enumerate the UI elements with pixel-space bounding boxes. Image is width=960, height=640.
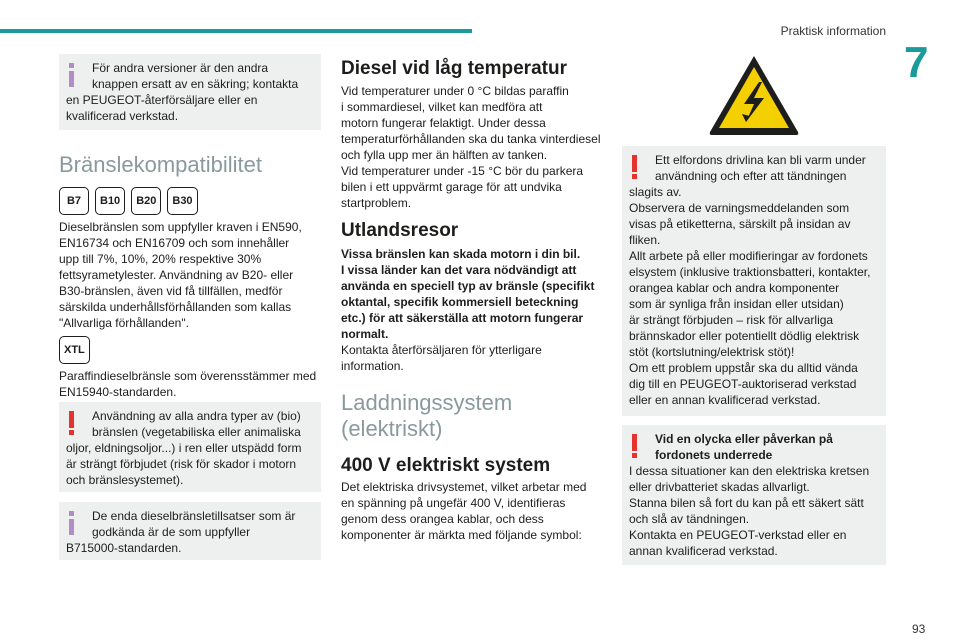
text-line: godkända är de som uppfyller xyxy=(92,525,251,539)
text-line: De enda dieselbränsletillsatser som är xyxy=(92,509,296,523)
info-icon xyxy=(69,511,74,535)
text-line: B715000-standarden. xyxy=(66,541,182,555)
text-line: elsystem (inklusive traktionsbatteri, kontakter, xyxy=(629,265,871,279)
text-line: "Allvarliga förhållanden". xyxy=(59,316,189,330)
header-title: Praktisk information xyxy=(780,24,886,38)
text-line: För andra versioner är den andra xyxy=(92,61,269,75)
text-line: Användning av alla andra typer av (bio) xyxy=(92,409,301,423)
text-line: fliken. xyxy=(629,233,661,247)
text-line: användning och efter att tändningen xyxy=(655,169,847,183)
text-line: en spänning på ungefär 400 V, identifieras xyxy=(341,496,566,510)
text-line: komponenter är märkta med följande symbol: xyxy=(341,528,582,542)
text-line: eller drivbatteriet skadas allvarligt. xyxy=(629,480,810,494)
info-box-versions xyxy=(59,54,321,130)
text-line: oljor, eldningsoljor...) i ren eller utspädd form xyxy=(66,441,302,455)
warning-box-electric xyxy=(622,146,886,416)
info-box-additives xyxy=(59,502,321,560)
warning-icon xyxy=(632,155,637,179)
text-line: normalt. xyxy=(341,327,389,341)
text-line: Dieselbränslen som uppfyller kraven i EN590, xyxy=(59,220,302,234)
text-line: Paraffindieselbränsle som överensstämmer med xyxy=(59,369,317,383)
text-line: upp till 7%, 10%, 20% respektive 30% xyxy=(59,252,262,266)
text-line: orangea kablar och andra komponenter xyxy=(629,281,840,295)
text-line: temperaturförhållanden ska du tanka vinterdiesel xyxy=(341,132,601,146)
v400-text xyxy=(341,479,611,543)
heading-line: Laddningssystem xyxy=(341,390,513,415)
warning-icon xyxy=(632,434,637,458)
text-line: EN16734 och EN16709 och som innehåller xyxy=(59,236,290,250)
text-line: Stanna bilen så fort du kan på ett säkert sätt xyxy=(629,496,864,510)
diesel-compat-text xyxy=(59,219,325,331)
info-icon xyxy=(69,63,74,87)
text-line: en PEUGEOT-återförsäljare eller en xyxy=(66,93,258,107)
text-line: Kontakta återförsäljaren för ytterligare xyxy=(341,343,542,357)
text-line: slagits av. xyxy=(629,185,682,199)
text-line: är strängt förbjudet (risk för skador i motorn xyxy=(66,457,297,471)
warning-box-fuel xyxy=(59,402,321,492)
diesel-low-temp-text xyxy=(341,83,611,211)
text-line: motorn fungerar felaktigt. Under dessa xyxy=(341,116,546,130)
text-line: genom dess orangea kablar, och dess xyxy=(341,512,544,526)
abroad-text xyxy=(341,342,611,374)
text-line: visas på etiketterna, särskilt på insidan av xyxy=(629,217,851,231)
text-line: och bränslesystemet). xyxy=(66,473,184,487)
text-line: B30-bränslen, även vid få tillfällen, medför xyxy=(59,284,283,298)
text-line: information. xyxy=(341,359,404,373)
text-line: Ett elfordons drivlina kan bli varm under xyxy=(655,153,866,167)
chapter-number: 7 xyxy=(904,38,929,87)
text-line: etc.) för att säkerställa att motorn fungerar xyxy=(341,311,584,325)
text-line: fettsyrametylester. Användning av B20- eller xyxy=(59,268,294,282)
text-line: brännskador eller potentiellt dödlig elektrisk xyxy=(629,329,860,343)
fuel-badge: B20 xyxy=(131,187,161,215)
text-line: I dessa situationer kan den elektriska kretsen xyxy=(629,464,870,478)
text-line: startproblem. xyxy=(341,196,412,210)
heading-diesel-low-temp: Diesel vid låg temperatur xyxy=(341,58,567,79)
text-line: Vid en olycka eller påverkan på xyxy=(655,432,833,446)
text-line: och fylla upp mer än hälften av tanken. xyxy=(341,148,548,162)
text-line: dig till en PEUGEOT-auktoriserad verkstad xyxy=(629,377,857,391)
text-line: Vissa bränslen kan skada motorn i din bil. xyxy=(341,247,581,261)
heading-charging-system xyxy=(341,390,512,442)
text-line: kvalificerad verkstad. xyxy=(66,109,179,123)
text-line: knappen ersatt av en säkring; kontakta xyxy=(92,77,299,91)
text-line: Om ett problem uppstår ska du alltid vända xyxy=(629,361,858,375)
text-line: EN15940-standarden. xyxy=(59,385,177,399)
text-line: eller en annan kvalificerad verkstad. xyxy=(629,393,821,407)
heading-fuel-compatibility: Bränslekompatibilitet xyxy=(59,152,262,177)
fuel-badge: B7 xyxy=(59,187,89,215)
fuel-badge: B10 xyxy=(95,187,125,215)
xtl-text xyxy=(59,368,325,400)
heading-400v: 400 V elektriskt system xyxy=(341,455,551,476)
fuel-badges xyxy=(59,187,198,215)
fuel-badge-xtl: XTL xyxy=(59,336,90,364)
text-line: bränslen (vegetabiliska eller animaliska xyxy=(92,425,301,439)
text-line: Kontakta en PEUGEOT-verkstad eller en xyxy=(629,528,847,542)
text-line: Allt arbete på eller modifieringar av fordonets xyxy=(629,249,868,263)
text-line: är strängt förbjuden – risk för allvarliga xyxy=(629,313,834,327)
text-line: Det elektriska drivsystemet, vilket arbetar med xyxy=(341,480,587,494)
text-line: Vid temperaturer under 0 °C bildas paraffin xyxy=(341,84,569,98)
text-line: Vid temperaturer under -15 °C bör du parkera xyxy=(341,164,584,178)
heading-line: (elektriskt) xyxy=(341,416,443,441)
warning-icon xyxy=(69,411,74,435)
text-line: fordonets underrede xyxy=(655,448,773,462)
page-number: 93 xyxy=(912,622,926,636)
text-line: bilen i ett uppvärmt garage för att undvika xyxy=(341,180,562,194)
text-line: särskilda underhållsförhållanden som kallas xyxy=(59,300,292,314)
text-line: som är synliga från insidan eller utsidan) xyxy=(629,297,844,311)
text-line: oktantal, specifik kommersiell beteckning xyxy=(341,295,579,309)
text-line: i sommardiesel, vilket kan medföra att xyxy=(341,100,543,114)
high-voltage-icon xyxy=(706,52,802,138)
text-line: och slå av tändningen. xyxy=(629,512,750,526)
text-line: använda en speciell typ av bränsle (specifikt xyxy=(341,279,595,293)
text-line: annan kvalificerad verkstad. xyxy=(629,544,778,558)
text-line: Observera de varningsmeddelanden som xyxy=(629,201,850,215)
heading-abroad: Utlandsresor xyxy=(341,220,459,241)
abroad-bold-text xyxy=(341,246,611,342)
text-line: I vissa länder kan det vara nödvändigt att xyxy=(341,263,577,277)
header-accent-bar xyxy=(0,29,472,33)
text-line: stöt (kortslutning/elektrisk stöt)! xyxy=(629,345,795,359)
warning-box-accident xyxy=(622,425,886,565)
fuel-badge: B30 xyxy=(167,187,197,215)
xtl-badge-wrap xyxy=(59,336,90,364)
